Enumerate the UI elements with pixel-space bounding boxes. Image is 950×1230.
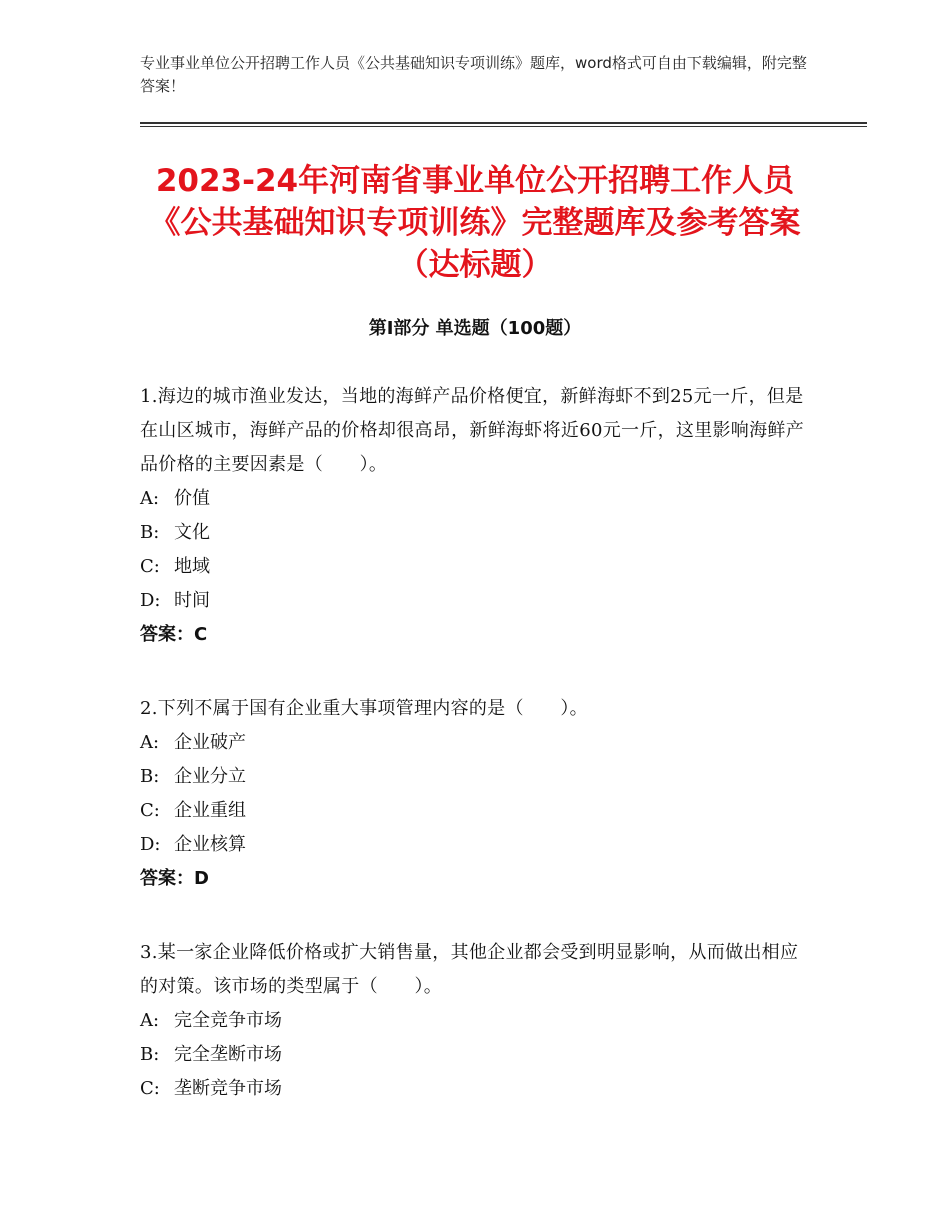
option-text: 价值 [174,488,210,509]
question-stem: 3.某一家企业降低价格或扩大销售量，其他企业都会受到明显影响，从而做出相应的对策。该市场的类型属于（ ）。 [140,942,799,997]
option-d [140,584,810,618]
option-letter: C: [140,800,160,821]
option-letter: B: [140,522,160,543]
document-title: 2023-24年河南省事业单位公开招聘工作人员《公共基础知识专项训练》完整题库及参考答案（达标题） [149,163,801,283]
option-text: 完全垄断市场 [174,1044,282,1065]
option-d [140,828,810,862]
question-stem: 2.下列不属于国有企业重大事项管理内容的是（ ）。 [140,698,588,719]
option-letter: A: [140,488,160,509]
option-letter: B: [140,1044,160,1065]
option-text: 文化 [174,522,210,543]
question-2 [140,692,810,896]
option-text: 时间 [174,590,210,611]
option-text: 企业核算 [174,834,246,855]
option-letter: B: [140,766,160,787]
option-text: 完全竞争市场 [174,1010,282,1031]
option-a [140,726,810,760]
option-letter: C: [140,1078,160,1099]
option-letter: D: [140,590,161,611]
section-title: 第Ⅰ部分 单选题（100题） [368,318,582,339]
option-text: 地域 [174,556,210,577]
option-text: 企业破产 [174,732,246,753]
option-b [140,516,810,550]
option-c [140,794,810,828]
option-a [140,1004,810,1038]
option-letter: A: [140,1010,160,1031]
option-a [140,482,810,516]
header-rule-thick [140,122,867,124]
question-3 [140,936,810,1106]
answer-line: 答案：C [140,624,208,645]
option-letter: A: [140,732,160,753]
option-text: 企业重组 [174,800,246,821]
option-letter: D: [140,834,161,855]
option-c [140,1072,810,1106]
option-b [140,760,810,794]
option-b [140,1038,810,1072]
answer-line: 答案：D [140,868,209,889]
header-rule-thin [140,126,867,127]
question-list [140,380,810,1146]
question-stem: 1.海边的城市渔业发达，当地的海鲜产品价格便宜，新鲜海虾不到25元一斤，但是在山区城市，海鲜产品的价格却很高昂，新鲜海虾将近60元一斤，这里影响海鲜产品价格的主要因素是（ ）。 [140,386,805,475]
header-note: 专业事业单位公开招聘工作人员《公共基础知识专项训练》题库，word格式可自由下载编辑，附完整答案！ [140,54,807,95]
option-text: 企业分立 [174,766,246,787]
option-letter: C: [140,556,160,577]
option-c [140,550,810,584]
option-text: 垄断竞争市场 [174,1078,282,1099]
question-1 [140,380,810,652]
